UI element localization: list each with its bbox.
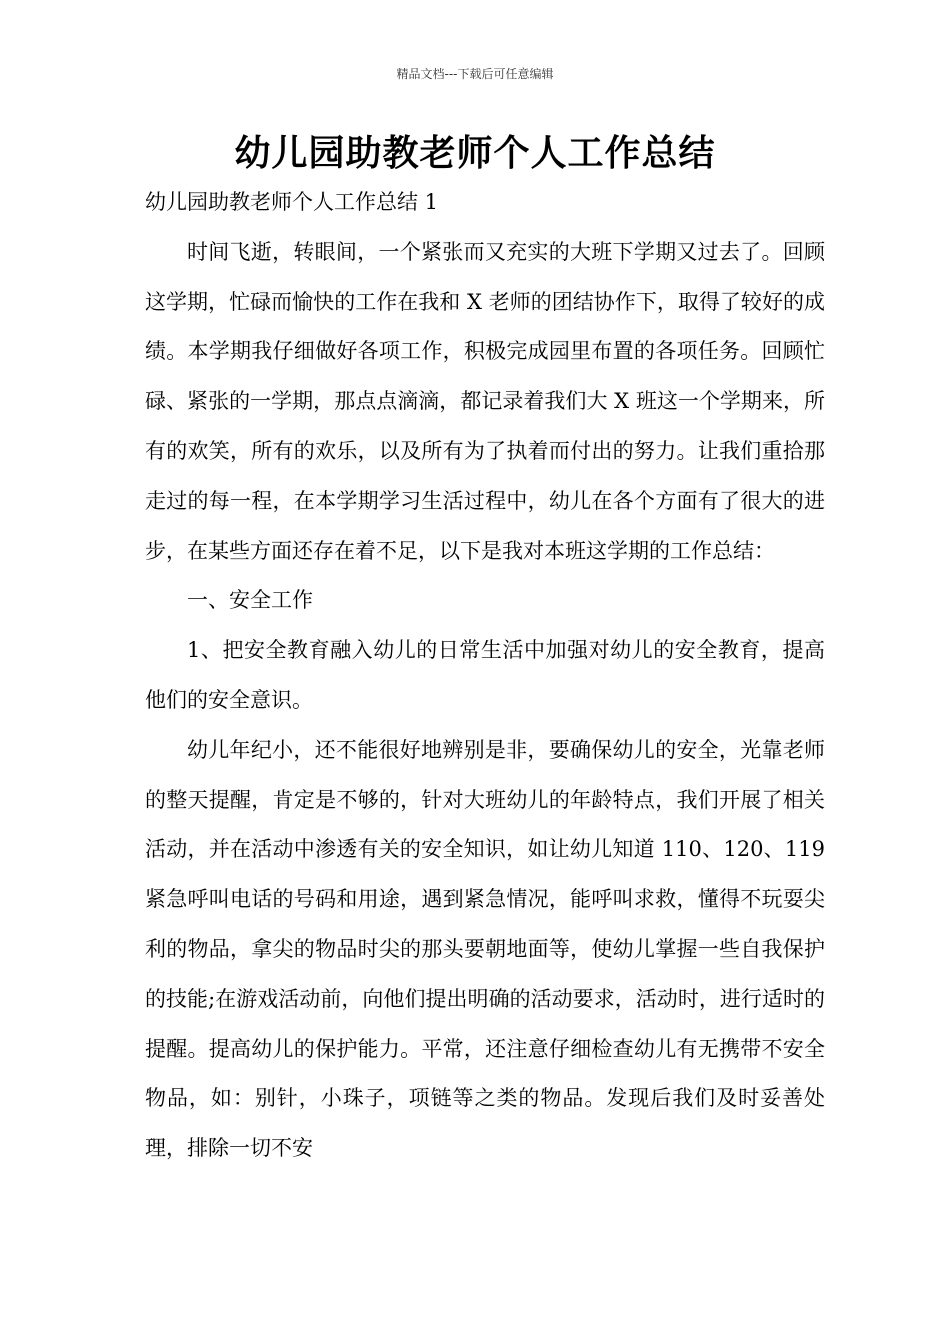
- document-subtitle: 幼儿园助教老师个人工作总结 1: [145, 190, 439, 214]
- document-title: 幼儿园助教老师个人工作总结: [234, 133, 716, 174]
- paragraph-safety-detail: 幼儿年纪小，还不能很好地辨别是非，要确保幼儿的安全，光靠老师的整天提醒，肯定是不够的，针对大班幼儿的年龄特点，我们开展了相关活动，并在活动中渗透有关的安全知识，如让幼儿知道 110、120、119 紧急呼叫电话的号码和用途，遇到紧急情况，能呼叫求救，懂得不玩耍尖利的物品，拿尖的物品时尖的那头要朝地面等，使幼儿掌握一些自我保护的技能;在游戏活动前，向他们提出明确的活动要求，活动时，进行适时的提醒。提高幼儿的保护能力。平常，还注意仔细检查幼儿有无携带不安全物品，如：别针，小珠子，项链等之类的物品。发现后我们及时妥善处理，排除一切不安: [145, 737, 825, 1161]
- section-heading-safety: 一、安全工作: [187, 588, 313, 613]
- paragraph-safety-point-1: 1、把安全教育融入幼儿的日常生活中加强对幼儿的安全教育，提高他们的安全意识。: [145, 638, 825, 712]
- document-body: [145, 178, 825, 1174]
- paragraph-intro: 时间飞逝，转眼间，一个紧张而又充实的大班下学期又过去了。回顾这学期，忙碌而愉快的工作在我和 X 老师的团结协作下，取得了较好的成绩。本学期我仔细做好各项工作，积极完成园里布置的各项任务。回顾忙碌、紧张的一学期，那点点滴滴，都记录着我们大 X 班这一个学期来，所有的欢笑，所有的欢乐，以及所有为了执着而付出的努力。让我们重拾那走过的每一程，在本学期学习生活过程中，幼儿在各个方面有了很大的进步，在某些方面还存在着不足，以下是我对本班这学期的工作总结：: [145, 239, 825, 563]
- header-note: 精品文档---下载后可任意编辑: [396, 67, 554, 81]
